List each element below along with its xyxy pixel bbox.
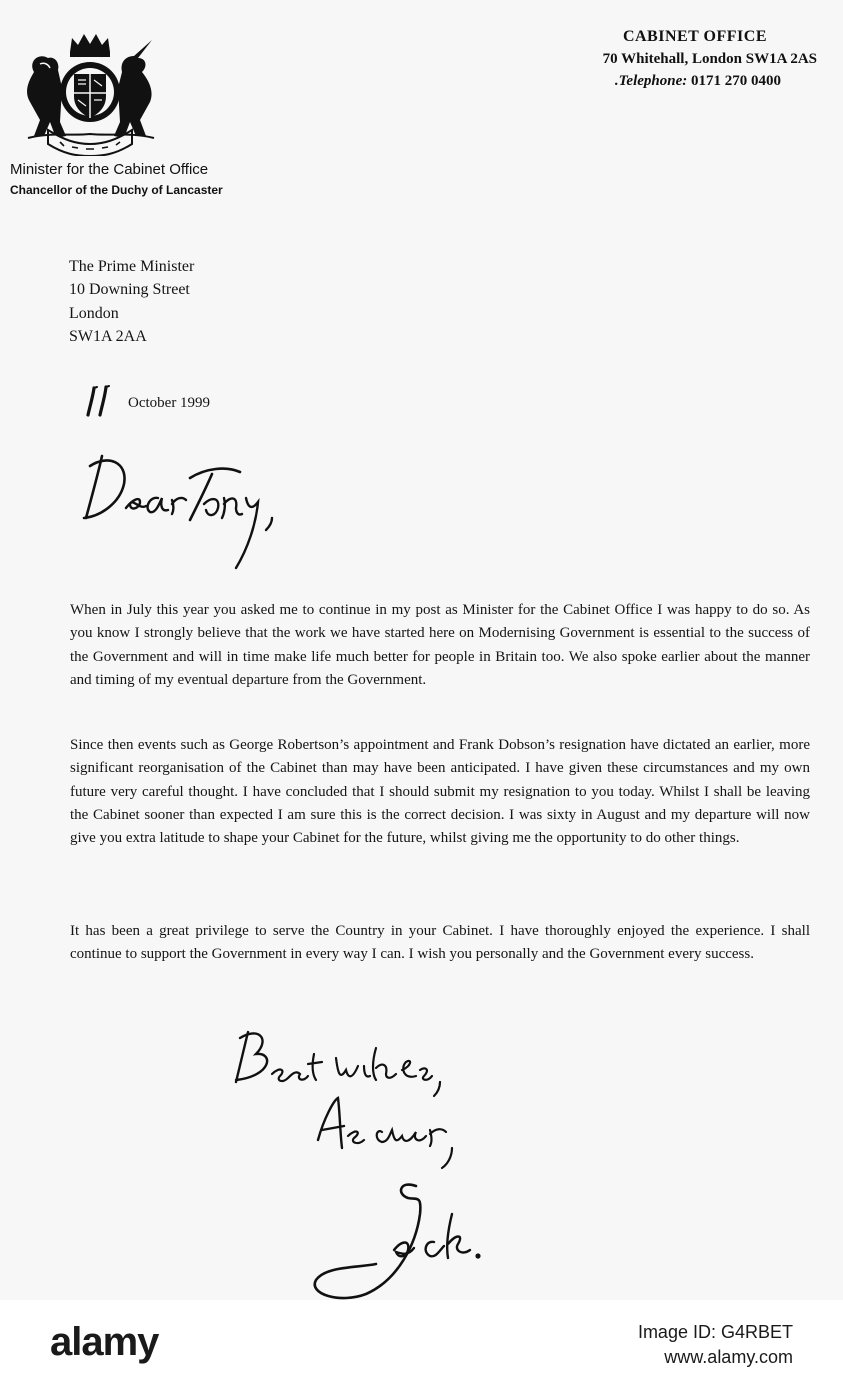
stock-image-id: Image ID: G4RBET [637, 1322, 793, 1342]
office-address: 70 Whitehall, London SW1A 2AS [602, 51, 817, 67]
phone-label: .Telephone: [614, 73, 688, 89]
body-paragraph: It has been a great privilege to serve the Country in your Cabinet. I have thoroughly enjoyed the experience. I shall continue to support the Government in every way I can. I wish you personally and the Government every success. [70, 923, 810, 963]
handwritten-salutation [80, 438, 290, 578]
handwritten-signoff [226, 1018, 516, 1300]
body-paragraph: Since then events such as George Robertson’s appointment and Frank Dobson’s resignation have dictated an earlier, more significant reorganisation of the Cabinet than may have been anticipated. I have given these circumstances and my own future very careful thought. I have concluded that I should submit my resignation to you today. Whilst I shall be leaving the Cabinet sooner than expected I am sure this is the correct decision. I was sixty in August and my departure will now give you extra latitude to shape your Cabinet for the future, whilst giving me the opportunity to do other things. [70, 737, 810, 847]
office-name: CABINET OFFICE [622, 28, 767, 45]
phone-number: 0171 270 0400 [691, 73, 781, 89]
recipient-postcode: SW1A 2AA [69, 327, 147, 345]
recipient-street: 10 Downing Street [69, 281, 190, 299]
recipient-name: The Prime Minister [69, 258, 195, 275]
office-phone [615, 73, 781, 90]
handwritten-day [86, 384, 116, 418]
stock-watermark-bar [0, 1300, 843, 1390]
recipient-address [69, 255, 194, 348]
date-month-year: October 1999 [128, 395, 211, 411]
stock-logo: alamy [50, 1320, 159, 1364]
department-subtitle: Chancellor of the Duchy of Lancaster [10, 183, 223, 197]
royal-coat-of-arms-icon [20, 26, 160, 156]
body-paragraph: When in July this year you asked me to continue in my post as Minister for the Cabinet Office I was happy to do so. As you know I strongly believe that the work we have started here on Modernising Government is essential to the success of the Government and will in time make life much better for people in Britain too. We also spoke earlier about the manner and timing of my eventual departure from the Government. [70, 602, 810, 688]
recipient-city: London [69, 304, 119, 322]
department-title: Minister for the Cabinet Office [10, 161, 209, 178]
stock-url: www.alamy.com [664, 1347, 793, 1367]
